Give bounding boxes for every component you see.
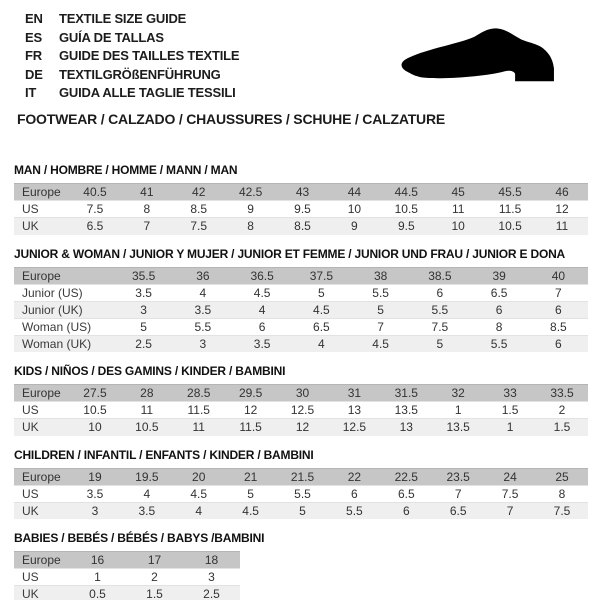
- size-header-cell: 44.5: [394, 185, 418, 199]
- size-value-cell: 4.5: [253, 285, 271, 300]
- table-row: [14, 218, 588, 235]
- size-header-cell: 30: [295, 386, 310, 400]
- size-value-cell: 5.5: [194, 319, 212, 334]
- section-title: CHILDREN / INFANTIL / ENFANTS / KINDER / BAMBINI: [14, 447, 314, 462]
- size-table: [14, 468, 588, 520]
- size-value-cell: 1: [506, 420, 514, 435]
- size-value-cell: 8: [247, 219, 254, 234]
- size-value-cell: 6: [555, 302, 562, 317]
- size-header-cell: 31: [347, 386, 362, 400]
- size-value-cell: 2.5: [203, 587, 220, 600]
- size-table: [14, 551, 240, 600]
- language-code: IT: [25, 85, 37, 101]
- size-value-cell: 3: [91, 503, 99, 518]
- size-value-cell: 9: [247, 202, 254, 216]
- language-code: EN: [25, 11, 43, 26]
- size-value-cell: 11.5: [498, 202, 522, 216]
- category-title: FOOTWEAR / CALZADO / CHAUSSURES / SCHUHE / CALZATURE: [17, 111, 446, 127]
- size-value-cell: 6: [258, 319, 266, 334]
- size-value-cell: 9: [351, 219, 358, 234]
- size-table: [14, 183, 588, 235]
- language-row: [25, 47, 239, 66]
- language-title: GUIDE DES TAILLES TEXTILE: [59, 48, 240, 64]
- row-label-cell: Europe: [22, 268, 61, 283]
- language-title: GUÍA DE TALLAS: [59, 29, 164, 45]
- table-row: [14, 402, 588, 419]
- size-value-cell: 1.5: [146, 587, 163, 600]
- size-value-cell: 5.5: [372, 285, 389, 300]
- shoe-icon: [393, 12, 578, 106]
- size-value-cell: 3.5: [194, 302, 212, 317]
- language-row: [25, 66, 239, 85]
- size-header-cell: 25: [555, 469, 569, 484]
- size-value-cell: 8.5: [294, 219, 311, 234]
- size-value-cell: 3: [140, 302, 147, 317]
- size-value-cell: 5.5: [490, 336, 508, 351]
- size-value-cell: 0.5: [89, 587, 106, 600]
- size-value-cell: 3.5: [86, 486, 104, 501]
- size-section: [14, 364, 588, 436]
- table-row: [14, 502, 588, 519]
- row-label-cell: Woman (UK): [22, 336, 92, 351]
- size-header-cell: 37.5: [309, 268, 334, 283]
- size-value-cell: 5: [436, 336, 444, 351]
- size-value-cell: 6.5: [86, 219, 104, 234]
- size-value-cell: 3: [199, 336, 207, 351]
- size-value-cell: 5.5: [294, 486, 311, 501]
- size-header-cell: 33: [503, 386, 517, 400]
- size-value-cell: 8: [143, 202, 151, 216]
- size-value-cell: 7: [555, 285, 562, 300]
- table-row: [14, 485, 588, 502]
- size-value-cell: 8.5: [550, 319, 567, 334]
- size-header-cell: 38: [373, 268, 388, 283]
- table-row: [14, 201, 588, 218]
- size-value-cell: 4.5: [242, 503, 259, 518]
- size-value-cell: 3.5: [253, 336, 271, 351]
- size-value-cell: 12: [243, 403, 258, 417]
- size-header-cell: 17: [147, 553, 162, 567]
- size-value-cell: 2: [558, 403, 566, 417]
- language-row: [25, 84, 239, 103]
- size-value-cell: 10: [347, 202, 362, 216]
- size-value-cell: 10: [88, 420, 102, 435]
- size-header-cell: 21: [243, 469, 258, 484]
- size-header-cell: 39: [492, 268, 506, 283]
- row-label-cell: UK: [22, 587, 39, 600]
- size-value-cell: 5.5: [431, 302, 449, 317]
- size-value-cell: 7: [454, 486, 462, 501]
- size-header-cell: 32: [451, 386, 465, 400]
- size-value-cell: 4: [143, 486, 151, 501]
- language-code: DE: [25, 66, 43, 82]
- table-header-row: [14, 267, 588, 284]
- size-value-cell: 9.5: [397, 219, 415, 234]
- size-value-cell: 3.5: [135, 285, 152, 300]
- size-value-cell: 7.5: [501, 486, 519, 501]
- size-value-cell: 10.5: [135, 420, 159, 435]
- size-value-cell: 4: [195, 503, 203, 518]
- size-value-cell: 10.5: [498, 219, 522, 234]
- section-title: BABIES / BEBÉS / BÉBÉS / BABYS /BAMBINI: [14, 531, 265, 545]
- size-value-cell: 12: [295, 420, 310, 435]
- size-value-cell: 3.5: [138, 503, 156, 518]
- size-header-cell: 20: [192, 469, 206, 484]
- size-value-cell: 6: [555, 336, 562, 351]
- size-section: [14, 531, 588, 600]
- size-value-cell: 2: [151, 570, 158, 584]
- size-header-cell: 45: [451, 185, 465, 199]
- table-row: [14, 301, 588, 318]
- size-value-cell: 1: [94, 570, 101, 584]
- size-value-cell: 13: [347, 403, 362, 417]
- size-value-cell: 5: [299, 503, 306, 518]
- size-header-cell: 41: [140, 185, 154, 199]
- size-header-cell: 36.5: [250, 268, 274, 283]
- size-table: [14, 267, 588, 353]
- size-value-cell: 13.5: [394, 403, 418, 417]
- table-row: [14, 284, 588, 301]
- size-value-cell: 6.5: [397, 486, 415, 501]
- size-value-cell: 1.5: [553, 420, 571, 435]
- size-header-cell: 19.5: [135, 469, 159, 484]
- table-header-row: [14, 184, 588, 201]
- table-header-row: [14, 552, 240, 569]
- size-value-cell: 7.5: [553, 503, 571, 518]
- row-label-cell: Woman (US): [22, 319, 92, 334]
- size-header-cell: 28: [140, 386, 154, 400]
- row-label-cell: US: [22, 486, 39, 501]
- language-code: FR: [25, 48, 42, 64]
- size-header-cell: 21.5: [290, 469, 315, 484]
- row-label-cell: Europe: [22, 386, 61, 400]
- size-value-cell: 13: [399, 420, 413, 435]
- size-header-cell: 23.5: [446, 469, 470, 484]
- size-header-cell: 36: [196, 268, 210, 283]
- size-value-cell: 7: [377, 319, 384, 334]
- size-header-cell: 18: [204, 553, 219, 567]
- size-value-cell: 6.5: [449, 503, 467, 518]
- size-value-cell: 4: [199, 285, 207, 300]
- size-header-cell: 42.5: [238, 185, 263, 199]
- size-header-cell: 29.5: [238, 386, 263, 400]
- size-value-cell: 10: [451, 219, 465, 234]
- size-header-cell: 38.5: [428, 268, 452, 283]
- size-header-cell: 24: [503, 469, 517, 484]
- size-header-cell: 22: [347, 469, 362, 484]
- size-value-cell: 7.5: [190, 219, 208, 234]
- table-row: [14, 419, 588, 436]
- row-label-cell: UK: [22, 420, 39, 435]
- size-value-cell: 6: [351, 486, 358, 501]
- size-header-cell: 31.5: [394, 386, 418, 400]
- size-value-cell: 11: [555, 219, 569, 234]
- size-value-cell: 11: [451, 202, 465, 216]
- size-value-cell: 9.5: [294, 202, 311, 216]
- size-value-cell: 6: [402, 503, 410, 518]
- size-value-cell: 11: [140, 403, 154, 417]
- size-value-cell: 5: [318, 285, 325, 300]
- row-label-cell: Junior (US): [22, 285, 83, 300]
- size-value-cell: 6.5: [313, 319, 330, 334]
- size-value-cell: 6.5: [490, 285, 508, 300]
- size-value-cell: 11: [192, 420, 205, 435]
- size-value-cell: 6: [495, 302, 503, 317]
- size-value-cell: 12.5: [342, 420, 367, 435]
- size-value-cell: 7: [506, 503, 514, 518]
- size-value-cell: 4: [258, 302, 266, 317]
- table-row: [14, 318, 588, 335]
- row-label-cell: Europe: [22, 185, 61, 199]
- size-header-cell: 27.5: [83, 386, 107, 400]
- size-value-cell: 8: [558, 486, 566, 501]
- size-header-cell: 22.5: [394, 469, 418, 484]
- language-title: GUIDA ALLE TAGLIE TESSILI: [59, 85, 236, 101]
- section-title: KIDS / NIÑOS / DES GAMINS / KINDER / BAMBINI: [14, 364, 286, 378]
- row-label-cell: UK: [22, 219, 39, 234]
- size-value-cell: 12.5: [290, 403, 315, 417]
- row-label-cell: Junior (UK): [22, 302, 83, 317]
- language-code: ES: [25, 29, 42, 45]
- size-value-cell: 11.5: [239, 420, 262, 435]
- size-header-cell: 42: [192, 185, 206, 199]
- size-header-cell: 45.5: [498, 185, 522, 199]
- size-header-cell: 44: [347, 185, 362, 199]
- size-header-cell: 40: [551, 268, 566, 283]
- language-title-list: [25, 10, 239, 103]
- size-tables-area: [14, 163, 588, 600]
- size-section: [14, 448, 588, 520]
- size-header-cell: 46: [555, 185, 569, 199]
- language-row: [25, 10, 239, 29]
- section-title: JUNIOR & WOMAN / JUNIOR Y MUJER / JUNIOR ET FEMME / JUNIOR UND FRAU / JUNIOR E DONA: [14, 246, 566, 261]
- row-label-cell: US: [22, 403, 39, 417]
- table-header-row: [14, 468, 588, 485]
- size-value-cell: 5.5: [346, 503, 363, 518]
- row-label-cell: US: [22, 570, 39, 584]
- row-label-cell: US: [22, 202, 39, 216]
- row-label-cell: UK: [22, 503, 39, 518]
- table-row: [14, 335, 588, 352]
- size-value-cell: 5: [140, 319, 147, 334]
- size-value-cell: 6: [436, 285, 444, 300]
- size-value-cell: 7.5: [431, 319, 449, 334]
- size-header-cell: 33.5: [550, 386, 574, 400]
- size-value-cell: 3: [208, 570, 215, 584]
- size-value-cell: 4.5: [190, 486, 208, 501]
- size-value-cell: 5: [377, 302, 384, 317]
- row-label-cell: Europe: [22, 469, 61, 484]
- size-header-cell: 35.5: [131, 268, 156, 283]
- size-value-cell: 11.5: [187, 403, 210, 417]
- size-value-cell: 8: [495, 319, 503, 334]
- row-label-cell: Europe: [22, 553, 61, 567]
- language-title: TEXTILE SIZE GUIDE: [59, 11, 187, 26]
- size-value-cell: 10.5: [394, 202, 418, 216]
- table-row: [14, 569, 240, 586]
- size-table: [14, 384, 588, 436]
- size-value-cell: 1: [454, 403, 462, 417]
- size-header-cell: 16: [90, 553, 105, 567]
- size-value-cell: 7.5: [86, 202, 104, 216]
- size-value-cell: 10.5: [83, 403, 107, 417]
- size-value-cell: 4: [318, 336, 325, 351]
- size-header-cell: 40.5: [83, 185, 107, 199]
- size-section: [14, 163, 588, 235]
- section-title: MAN / HOMBRE / HOMME / MANN / MAN: [14, 163, 238, 177]
- language-row: [25, 29, 239, 48]
- size-value-cell: 4.5: [313, 302, 330, 317]
- size-header-cell: 19: [88, 469, 102, 484]
- size-header-cell: 28.5: [187, 386, 211, 400]
- language-title: TEXTILGRÖßENFÜHRUNG: [59, 66, 221, 82]
- size-value-cell: 4.5: [372, 336, 389, 351]
- table-row: [14, 586, 240, 600]
- size-value-cell: 5: [247, 486, 254, 501]
- size-value-cell: 2.5: [135, 336, 152, 351]
- size-section: [14, 247, 588, 353]
- table-header-row: [14, 385, 588, 402]
- size-value-cell: 7: [143, 219, 151, 234]
- size-value-cell: 1.5: [501, 403, 519, 417]
- size-value-cell: 13.5: [446, 420, 470, 435]
- size-value-cell: 12: [555, 202, 569, 216]
- size-value-cell: 8.5: [190, 202, 208, 216]
- size-header-cell: 43: [295, 185, 310, 199]
